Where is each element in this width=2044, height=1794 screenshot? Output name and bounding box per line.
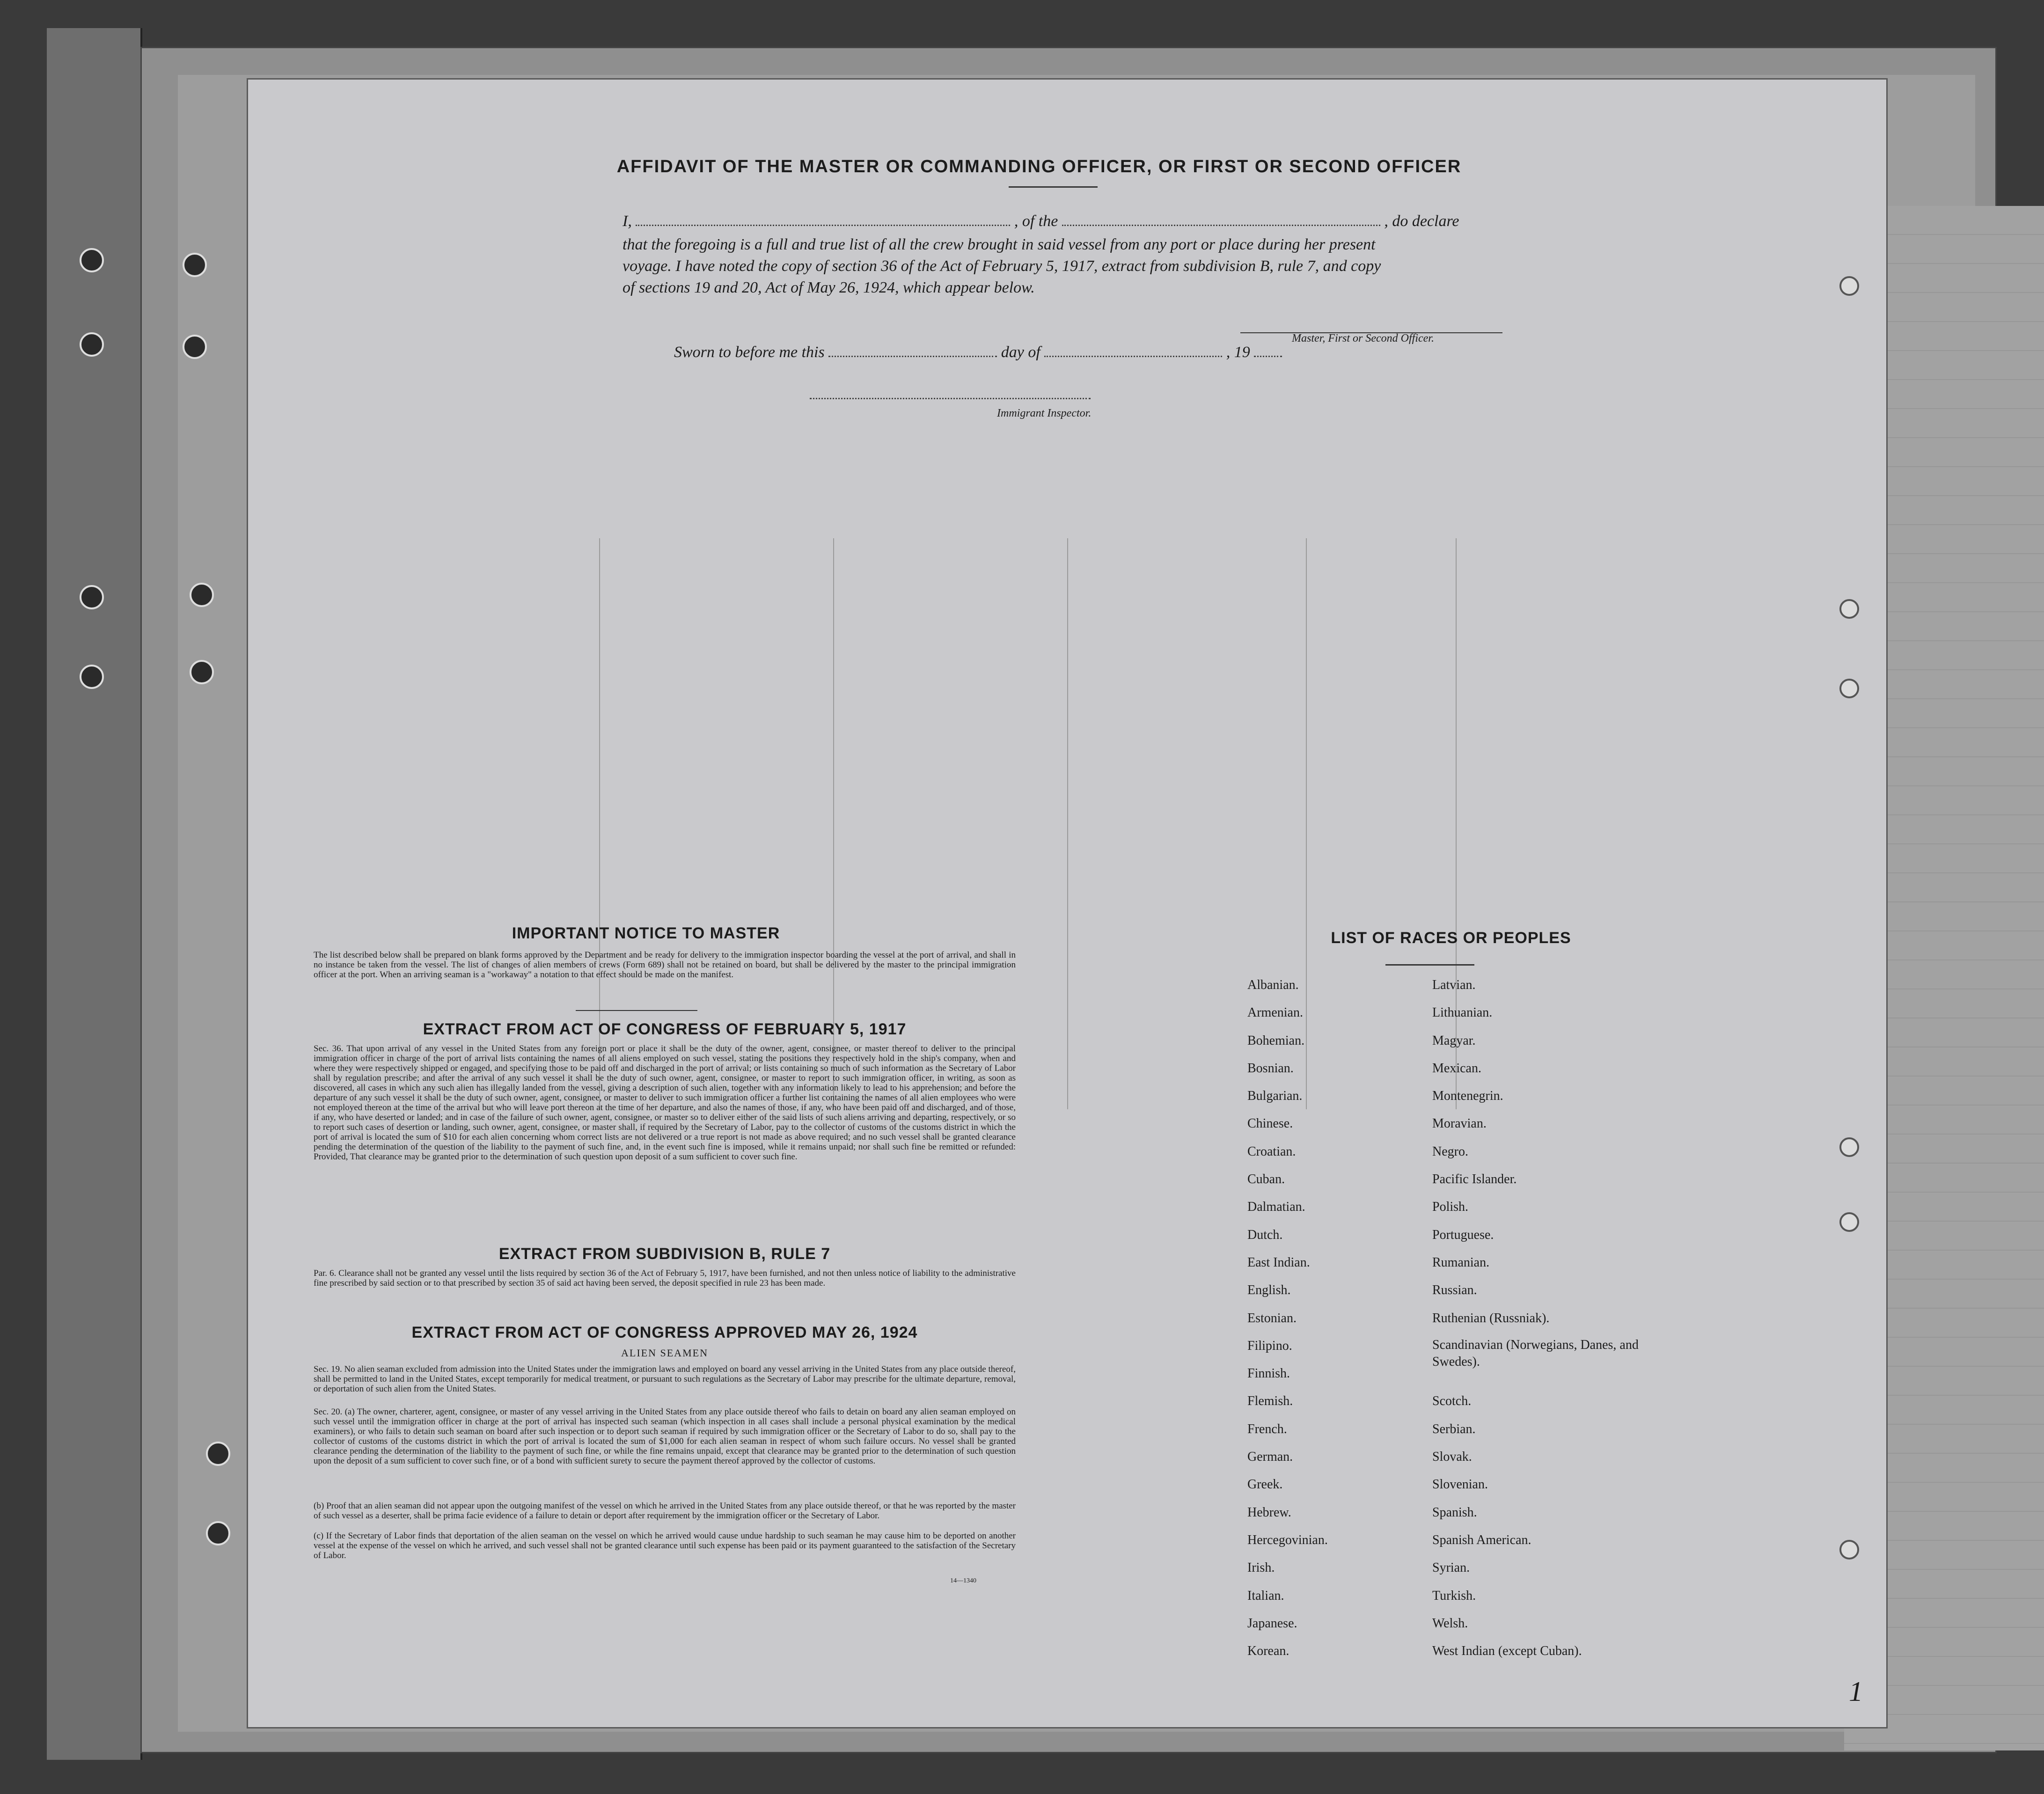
race-item: Croatian. (1247, 1144, 1296, 1159)
race-item: Finnish. (1247, 1366, 1290, 1381)
race-item: Scotch. (1432, 1394, 1472, 1409)
race-item: Irish. (1247, 1560, 1275, 1575)
race-item: Hercegovinian. (1247, 1532, 1328, 1547)
vessel-field[interactable] (1062, 211, 1380, 226)
sworn-year-field[interactable] (1254, 342, 1282, 357)
race-item: Lithuanian. (1432, 1005, 1493, 1020)
race-item: Rumanian. (1432, 1255, 1490, 1270)
sec-20a-text: Sec. 20. (a) The owner, charterer, agent, consignee, or master of any vessel arriving in the United States from any place outside thereof who fails to detain on board any alien seaman employed on such vessel until the immigration officer in charge at the port of arrival has inspected such seaman (which inspection in all cases shall include a personal physical examination by the medical examiners), or who fails to detain such seaman on board after such inspection or to deport such seaman if required by such immigration officer or the Secretary of Labor to do so, shall pay to the collector of customs of the customs district in which the port of arrival is located the sum of $1,000 for each alien seaman in respect of whom such failure occurs. No vessel shall be granted clearance pending the determination of the liability to the payment of such fine, or while the fine remains unpaid, except that clearance may be granted prior to the determination of such question upon the deposit of a sum sufficient to cover such fine, or of a bond with sufficient surety to secure the payment thereof approved by the collector of customs. (314, 1407, 1016, 1466)
sworn-month-field[interactable] (1044, 342, 1222, 357)
column-rule (1067, 538, 1068, 1109)
rule-7-body: Par. 6. Clearance shall not be granted any vessel until the lists required by section 36 of the Act of February 5, 1917, have been furnished, and not then unless notice of liability to the administrative fine prescribed by said section or to that prescribed by section 35 of said act having been served, the deposit specified in rule 23 has been made. (314, 1268, 1016, 1288)
race-item: Greek. (1247, 1477, 1283, 1492)
races-rule (1385, 964, 1474, 966)
race-item: Syrian. (1432, 1560, 1470, 1575)
races-left-column (1247, 976, 1444, 1670)
race-item: English. (1247, 1283, 1291, 1298)
affidavit-i: I, (623, 212, 632, 230)
binder-hole (183, 335, 207, 359)
race-item: Japanese. (1247, 1616, 1297, 1631)
master-signature-label: Master, First or Second Officer. (1292, 332, 1434, 344)
race-item: Scandinavian (Norwegians, Danes, and Swedes). (1432, 1337, 1639, 1369)
binder-hole (190, 583, 214, 607)
race-item: Italian. (1247, 1588, 1284, 1603)
race-item: Portuguese. (1432, 1227, 1494, 1242)
sec-20c-text: (c) If the Secretary of Labor finds that deportation of the alien seaman on the vessel on which he arrived would cause undue hardship to such seaman he may cause him to be deported on another vessel at the expense of the vessel on which he arrived, and such vessel shall not be granted clearance until such expense has been paid or its payment guaranteed to the satisfaction of the Secretary of Labor. (314, 1531, 1016, 1560)
race-item: Magyar. (1432, 1033, 1476, 1048)
race-item: Serbian. (1432, 1421, 1476, 1436)
affidavit-line-1 (623, 211, 1783, 232)
binder-hole (206, 1442, 230, 1466)
race-item: German. (1247, 1450, 1293, 1464)
punch-hole (1839, 1137, 1859, 1157)
race-item: Estonian. (1247, 1311, 1297, 1325)
notice-rule (576, 1010, 697, 1011)
punch-hole (1839, 276, 1859, 296)
binder-hole (206, 1521, 230, 1545)
race-item: Armenian. (1247, 1005, 1303, 1020)
sec-19-text: Sec. 19. No alien seaman excluded from admission into the United States under the immigration laws and employed on board any vessel arriving in the United States from any place outside thereof, shall be permitted to land in the United States, except temporarily for medical treatment, or pursuant to such regulations as the Secretary of Labor may prescribe for the ultimate departure, removal, or deportation of such alien from the United States. (314, 1364, 1016, 1394)
alien-seamen-subtitle: ALIEN SEAMEN (621, 1347, 708, 1359)
race-item: Ruthenian (Russniak). (1432, 1311, 1550, 1325)
race-item: Spanish. (1432, 1505, 1477, 1520)
race-item: Slovak. (1432, 1450, 1472, 1464)
inspector-signature-line[interactable] (810, 398, 1091, 399)
race-item: Spanish American. (1432, 1532, 1531, 1547)
race-item: Latvian. (1432, 978, 1476, 992)
form-number: 14—1340 (950, 1577, 976, 1584)
race-item: Hebrew. (1247, 1505, 1291, 1520)
extract-1924-title: EXTRACT FROM ACT OF CONGRESS APPROVED MAY 26, 1924 (411, 1324, 918, 1341)
race-item: Polish. (1432, 1200, 1469, 1215)
races-right-column (1432, 976, 1676, 1670)
title-rule (1009, 186, 1098, 188)
race-item: Filipino. (1247, 1338, 1292, 1353)
sworn-day-of: day of (1001, 344, 1040, 361)
sworn-line (674, 342, 1563, 363)
margin-page-mark: 1 (1849, 1676, 1863, 1707)
sec-20b-text: (b) Proof that an alien seaman did not appear upon the outgoing manifest of the vessel on which he arrived in the United States from any place outside thereof, or that he was reported by the master of such vessel as a deserter, shall be prima facie evidence of a failure to detain or deport after requirement by the immigration officer or the Secretary of Labor. (314, 1501, 1016, 1521)
race-item: French. (1247, 1421, 1287, 1436)
inspector-label: Immigrant Inspector. (997, 407, 1092, 419)
binder-hole (80, 332, 104, 357)
punch-hole (1839, 599, 1859, 619)
race-item: Chinese. (1247, 1116, 1293, 1131)
affidavit-line-2: that the foregoing is a full and true list of all the crew brought in said vessel from any port or place during her present (623, 236, 1376, 253)
rule-7-title: EXTRACT FROM SUBDIVISION B, RULE 7 (498, 1245, 831, 1263)
affidavit-line-3: voyage. I have noted the copy of section 36 of the Act of February 5, 1917, extract from subdivision B, rule 7, and copy (623, 257, 1381, 275)
punch-hole (1839, 1540, 1859, 1560)
race-item: Slovenian. (1432, 1477, 1488, 1492)
race-item: East Indian. (1247, 1255, 1310, 1270)
sworn-day-field[interactable] (828, 342, 997, 357)
notice-title: IMPORTANT NOTICE TO MASTER (512, 924, 780, 942)
extract-1917-title: EXTRACT FROM ACT OF CONGRESS OF FEBRUARY 5, 1917 (423, 1020, 907, 1038)
binder-hole (80, 248, 104, 272)
punch-hole (1839, 679, 1859, 698)
binder-spine (47, 28, 142, 1760)
race-item: Moravian. (1432, 1116, 1487, 1131)
race-item: Korean. (1247, 1644, 1289, 1659)
affidavit-title: AFFIDAVIT OF THE MASTER OR COMMANDING OFFICER, OR FIRST OR SECOND OFFICER (616, 157, 1462, 176)
race-item: Flemish. (1247, 1394, 1293, 1409)
notice-body: The list described below shall be prepared on blank forms approved by the Department and be ready for delivery to the immigration inspector boarding the vessel at the port of arrival, and shall in no instance be taken from the vessel. The list of changes of alien members of crews (Form 689) shall not be retained on board, but shall be delivered by the master to the principal immigration officer at the port. When an arriving seaman is a "workaway" a notation to that effect should be made on the manifest. (314, 950, 1016, 980)
races-title: LIST OF RACES OR PEOPLES (1331, 929, 1571, 947)
race-item: Dalmatian. (1247, 1200, 1305, 1215)
race-item: Russian. (1432, 1283, 1477, 1298)
race-item: Albanian. (1247, 978, 1299, 992)
name-field[interactable] (636, 211, 1010, 226)
race-item: Turkish. (1432, 1588, 1476, 1603)
race-item: West Indian (except Cuban). (1432, 1644, 1582, 1659)
affidavit-declare: , do declare (1384, 212, 1459, 230)
race-item: Negro. (1432, 1144, 1468, 1159)
punch-hole (1839, 1212, 1859, 1232)
race-item: Dutch. (1247, 1227, 1283, 1242)
race-item: Bulgarian. (1247, 1089, 1303, 1104)
sworn-prefix: Sworn to before me this (674, 344, 825, 361)
sworn-year: , 19 (1226, 344, 1250, 361)
race-item: Pacific Islander. (1432, 1172, 1517, 1187)
binder-hole (183, 253, 207, 277)
affidavit-line-4: of sections 19 and 20, Act of May 26, 1924, which appear below. (623, 279, 1035, 296)
race-item: Mexican. (1432, 1061, 1481, 1076)
race-item: Welsh. (1432, 1616, 1468, 1631)
affidavit-page (248, 80, 1886, 1727)
binder-hole (80, 665, 104, 689)
race-item: Montenegrin. (1432, 1089, 1503, 1104)
race-item: Bosnian. (1247, 1061, 1294, 1076)
binder-hole (190, 660, 214, 684)
race-item: Bohemian. (1247, 1033, 1305, 1048)
extract-1917-body: Sec. 36. That upon arrival of any vessel in the United States from any foreign port or place it shall be the duty of the owner, agent, consignee, or master thereof to deliver to the principal immigration officer in charge of the port of arrival lists containing the names of all aliens employed on such vessel, stating the positions they respectively hold in the ship's company, when and where they were respectively shipped or engaged, and specifying those to be paid off and discharged in the port of arrival; or lists containing so much of such information as the Secretary of Labor shall by regulation prescribe; and after the arrival of any such vessel it shall be the duty of such owner, agent, consignee, or master to report to such immigration officer, in writing, as soon as discovered, all cases in which any such alien has illegally landed from the vessel, giving a description of such alien, together with any information likely to lead to his apprehension; and before the departure of any such vessel it shall be the duty of such owner, agent, consignee, or master to deliver to such immigration officer a further list containing the names of all alien employees who were not employed thereon at the time of the arrival but who will leave port thereon at the time of her departure, and also the names of those, if any, who have been paid off and discharged, and of those, if any, who have deserted or landed; and in case of the failure of such owner, agent, consignee, or master so to deliver either of the said lists of such aliens arriving and departing, respectively, or so to report such cases of desertion or landing, such owner, agent, consignee, or master shall, if required by the Secretary of Labor, pay to the collector of customs of the customs district in which the port of arrival is located the sum of $10 for each alien concerning whom correct lists are not delivered or a true report is not made as above required; and no such vessel shall be granted clearance pending the determination of the question of the liability to the payment of such fine, and, in the event such fine is imposed, while it remains unpaid; nor shall such fine be remitted or refunded: Provided, That clearance may be granted prior to the determination of such question upon deposit of a sum sufficient to cover such fine. (314, 1044, 1016, 1162)
affidavit-of-the: , of the (1014, 212, 1058, 230)
binder-hole (80, 585, 104, 609)
race-item: Cuban. (1247, 1172, 1285, 1187)
